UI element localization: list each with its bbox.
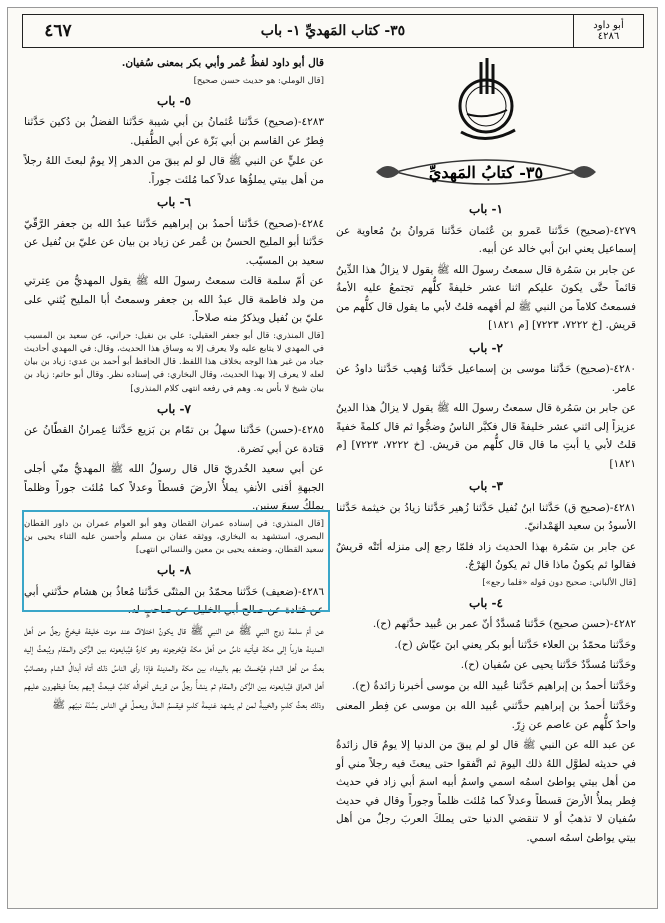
hadith-4285-highlight bbox=[22, 510, 330, 612]
hadith-isnad: ٤٢٨٠-(صحيح) حَدَّثنا موسى بن إسماعيل حَدَّثنا وُهيب حَدَّثنا داودُ عن عامر. bbox=[336, 363, 636, 394]
hadith-isnad: ٤٢٨٤-(صحيح) حَدَّثنا أحمدُ بن إبراهيم حَدَّثنا عبدُ الله بن جعفر الرَّقّيّ حَدَّثنا أبو المليح الحسنُ بن عُمر عن زياد بن بيان عن عليّ بن نُفيل عن سعيد بن المسيّب. bbox=[24, 217, 324, 267]
hadith-isnad: ٤٢٧٩-(صحيح) حَدَّثنا عَمرو بن عُثمان حَدَّثنا مَروانُ بنُ مُعاوية عن إسماعيل يعني ابنَ أبي خالد عن أبيه. bbox=[336, 224, 636, 255]
isnad-line: وحَدَّثنا مُسدَّدٌ حَدَّثنا يحيى عن سُفيان (ح). bbox=[460, 659, 636, 672]
hadith-text: عن جابر بن سَمُرة بهذا الحديث زاد فلمّا رجع إلى منزله أتَتْه قريشٌ فقالوا ثم يكونُ ماذا قال ثم يكونُ الهَرْجُ. bbox=[336, 540, 636, 571]
running-title: ٣٥- كتاب المَهديِّ ١- باب bbox=[260, 23, 406, 39]
hadith-text: عن أمّ سلمة قالت سمعتُ رسولَ الله ﷺ يقول المهديُّ من عِترتي من ولد فاطمة قال عبدُ الله بن جعفر وسمعتُ أبا المليح يُثني على عليّ بن نُفيل ويذكرُ منه صلاحاً. bbox=[24, 275, 324, 325]
isnad-line: وحَدَّثنا محمّدُ بن العلاء حَدَّثنا أبو بكر يعني ابنَ عيّاش (ح). bbox=[394, 638, 636, 651]
hadith-text: عن عليٍّ عن النبي ﷺ قال لو لم يبقَ من الدهر إلا يومٌ لبعثَ اللهُ رجلاً من أهل بيتي يملؤُها عدلاً كما مُلئت جوراً. bbox=[24, 155, 324, 186]
hadith-text: عن عبد الله عن النبي ﷺ قال لو لم يبقَ من الدنيا إلا يومٌ قال زائدةُ في حديثه لطوَّل اللهُ ذلك اليومَ ثم اتَّفقوا حتى يبعثَ فيه رجلاً مني أو من أهل بيتي يواطئ اسمُه اسمي واسمُ أبيه اسمَ أبي زاد في حديث فِطر يملأُ الأرضَ قسطاً وعدلاً كما مُلئت ظلماً وجوراً وقال في حديث سُفيان لا تذهبُ أو لا تنقضي الدنيا حتى يملكَ العربَ رجلٌ من أهل بيتي يواطئ اسمُه اسمي. bbox=[336, 739, 636, 844]
hadith-text: عن أمّ سلمة زوج النبي ﷺ عن النبي ﷺ قال يكونُ اختلافٌ عند موت خليفة فيخرجُ رجلٌ من أهل المدينة هارباً إلى مكة فيأتيه ناسٌ من أهل مكة فيُخرجونه وهو كارهٌ فيُبايعونه بين الرُّكن والمقام ويُبعثُ إليه بعثٌ من أهل الشام فيُخسفُ بهم بالبيداء بين مكة والمدينة فإذا رأى الناسُ ذلك أتاه أبدالُ الشام وعصائبُ أهل العراق فيُبايعونه بين الرُّكن والمقام ثم ينشأُ رجلٌ من قريش أخوالُه كلبٌ فيبعثُ إليهم بعثاً فيظهرون عليهم وذلك بعثُ كلبٍ والخيبةُ لمن لم يشهد غنيمةَ كلبٍ فيقسمُ المالَ ويعملُ في الناس بسُنّة نبيّهم ﷺ bbox=[24, 624, 324, 711]
calligraphy-emblem bbox=[336, 54, 636, 146]
hadith-text: عن جابر بن سَمُرة قال سمعتُ رسولَ الله ﷺ يقول لا يزالُ هذا الدينُ عزيزاً إلى اثني عشر خليفةً قال فكبَّر الناسُ وضجُّوا ثم قال كلمةً خفيةً قلتُ لأبي يا أبتِ ما قال قال كلُّهم من قريش. [خ ٧٢٢٢، ٧٢٢٣] [م ١٨٢١] bbox=[336, 402, 636, 470]
hadith-text: عن أبي سعيد الخُدريّ قال قال رسولُ الله ﷺ المهديُّ منّي أجلى الجبهةِ أقنى الأنفِ يملأُ الأرضَ قسطاً وعدلاً كما مُلئت جوراً وظلماً يملكُ سبعَ سنين. bbox=[24, 463, 324, 513]
page-header bbox=[22, 14, 644, 48]
right-column bbox=[336, 54, 636, 849]
isnad-line: وحَدَّثنا أحمدُ بن إبراهيم حدَّثني عُبيد الله بن موسى عن فِطر المعنى واحدٌ كلُّهم عن عاصم عن زِرّ. bbox=[336, 700, 636, 731]
hadith-isnad: ٤٢٨٦-(ضعيف) حَدَّثنا محمّدُ بن المثنّى حَدَّثنا مُعاذُ بن هشام حدَّثني أبي عن قتادة عن صالح أبي الخليل عن صاحبٍ له. bbox=[24, 585, 324, 617]
chapter-heading: ١- باب bbox=[469, 202, 503, 216]
source-name: أبو داود bbox=[593, 20, 624, 31]
abu-dawud-remark: قال أبو داود لفظُ عُمر وأبي بكر بمعنى سُفيان. bbox=[121, 57, 324, 69]
hadith-isnad: ٤٢٨٢-(حسن صحيح) حَدَّثنا مُسدَّدٌ أنّ عمر بن عُبيد حدَّثهم (ح). bbox=[372, 618, 636, 631]
hadith-isnad: ٤٢٨٥-(حسن) حَدَّثنا سهلُ بن تمّام بن بَزيع حَدَّثنا عِمرانُ القطّانُ عن قتادة عن أبي نَضرة. bbox=[24, 424, 324, 455]
commentary-note: [قال المنذري: قال أبو جعفر العقيلي: علي بن نفيل: حراني، عن سعيد بن المسيب في المهدي لا يتابع عليه ولا يعرف إلا به وساق هذا الحديث، وقال: في المهدي أحاديث جياد من غير هذا الوجه بخلاف هذا اللفظ. قال الحافظ أبو أحمد بن عدي: زياد بن بيان لعله لا يعرف إلا بهذا الحديث، وقال البخاري: في إسناده نظر. وقال أبو حاتم: زياد بن بيان شيخ لا بأس به. وهم في رفعه انتهى كلام المنذري] bbox=[24, 330, 324, 394]
source-label bbox=[573, 15, 643, 47]
left-column bbox=[24, 54, 324, 716]
chapter-heading: ٣- باب bbox=[469, 479, 503, 493]
page-number: ٤٦٧ bbox=[44, 21, 72, 41]
chapter-heading: ٢- باب bbox=[469, 340, 503, 355]
grading-note: [قال الوملي: هو حديث حسن صحيح] bbox=[193, 75, 324, 86]
book-title-banner bbox=[336, 150, 636, 194]
commentary-note: [قال المنذري: في إسناده عمران القطان وهو أبو العوام عمران بن داور القطان البصري، استشهد به البخاري، ووثقه عفان بن مسلم وأحسن عليه الثناء يحيى بن سعيد القطان، وضعفه يحيى بن معين والنسائي انتهى] bbox=[24, 518, 324, 556]
book-title: ٣٥- كتابُ المَهديِّ bbox=[428, 163, 544, 182]
grading-note: [قال الألباني: صحيح دون قوله «فلما رجع»] bbox=[482, 577, 636, 588]
hadith-isnad: ٤٢٨٣-(صحيح) حَدَّثنا عُثمانُ بن أبي شيبة حَدَّثنا الفضلُ بن دُكين حَدَّثنا فِطرٌ عن القاسم بن أبي بَزّة عن أبي الطُّفيل. bbox=[24, 116, 324, 147]
chapter-heading: ٥- باب bbox=[157, 93, 191, 108]
source-number: ٤٢٨٦ bbox=[597, 31, 620, 42]
hadith-isnad: ٤٢٨١-(صحيح ق) حَدَّثنا ابنُ نُفيل حَدَّثنا زُهير حَدَّثنا زيادُ بن خيثمة حَدَّثنا الأسودُ بن سعيد الهَمْدانيّ. bbox=[336, 501, 636, 532]
hadith-text: عن جابر بن سَمُرة قال سمعتُ رسولَ الله ﷺ يقول لا يزالُ هذا الدِّينُ قائماً حتَّى يكونَ عليكم اثنا عشر خليفةً كلُّهم تجتمعُ عليه الأمةُ فسمعتُ كلاماً من النبي ﷺ لم أفهمه قلتُ لأبي ما يقول قال كلُّهم من قريش. [خ ٧٢٢٢، ٧٢٢٣] [م ١٨٢١] bbox=[336, 263, 636, 331]
chapter-heading: ٦- باب bbox=[157, 195, 191, 210]
chapter-heading: ٧- باب bbox=[157, 401, 191, 416]
book-page bbox=[7, 7, 658, 909]
chapter-heading: ٤- باب bbox=[469, 595, 503, 610]
chapter-heading: ٨- باب bbox=[157, 563, 191, 578]
isnad-line: وحَدَّثنا أحمدُ بن إبراهيم حَدَّثنا عُبيد الله بن موسى أخبرنا زائدةُ (ح). bbox=[351, 679, 636, 692]
